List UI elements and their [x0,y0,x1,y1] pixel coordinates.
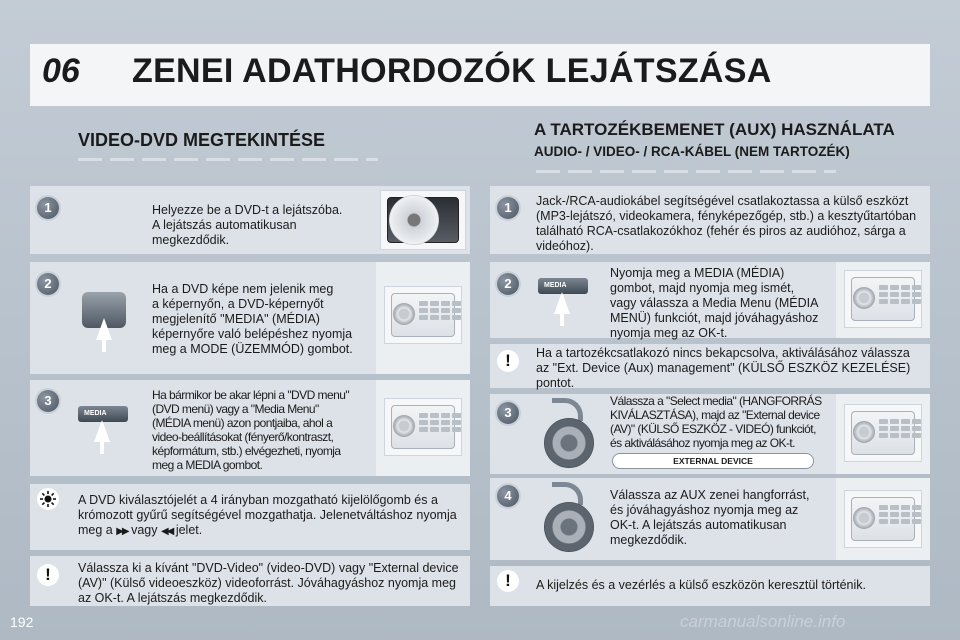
back-icon: ◀◀ [160,526,173,537]
left-step-1-text: Helyezze be a DVD-t a lejátszóba. A lejátszás automatikusan megkezdődik. [152,203,343,247]
head-unit-image [844,270,922,328]
control-wheel-icon [544,502,594,552]
right-section-subheading: AUDIO- / VIDEO- / RCA-KÁBEL (NEM TARTOZÉK) [534,144,850,159]
left-step-2-text: Ha a DVD képe nem jelenik meg a képernyőn, a DVD-képernyőt megjelenítő "MEDIA" (MÉDIA) képernyőre való belépéshez nyomja meg a MODE (ÜZEMMÓD) gombot. [152,282,353,356]
right-step-1-text: Jack-/RCA-audiokábel segítségével csatlakoztassa a külső eszközt (MP3-lejátszó, videokamera, fényképezőgép, stb.) a kesztyűtartóban található RCA-csatlakozókhoz (fehér és piros az audióhoz, sárga a videóhoz). [536,194,917,253]
step-number-badge: 2 [37,273,59,295]
disc-icon [389,195,439,245]
right-warning-text: A kijelzés és a vezérlés a külső eszközön keresztül történik. [536,578,867,592]
knob-icon [393,415,415,437]
step-number-badge: 1 [37,197,59,219]
arrow-stem [560,310,564,326]
head-unit-image [844,490,922,548]
right-section-heading: A TARTOZÉKBEMENET (AUX) HASZNÁLATA [534,120,895,139]
head-unit-image [384,286,462,344]
right-divider [536,170,836,173]
left-section-heading: VIDEO-DVD MEGTEKINTÉSE [78,130,326,150]
right-step-2-text: Nyomja meg a MEDIA (MÉDIA) gombot, majd nyomja meg ismét, vagy válassza a Media Menu (MÉDIA MENÜ) funkciót, majd jóváhagyáshoz nyomja meg az OK-t. [610,266,819,340]
tip-text [78,493,468,539]
knob-icon [853,421,875,443]
warning-icon: ! [497,350,519,372]
left-step-3-text: Ha bármikor be akar lépni a "DVD menu" (DVD menü) vagy a "Media Menu" (MÉDIA menü) azon pontjaiba, ahol a video-beállításokat (fényerő/kontraszt, képformátum, stb.) elvégezheti, nyomja meg a MEDIA gombot. [152,388,350,472]
keypad-icon [419,413,461,432]
step-number-badge: 3 [37,390,59,412]
tip-text-before: A DVD kiválasztójelét a 4 irányban mozgatható kijelölőgomb és a krómozott gyűrű segítségével mozgathatja. Jelenetváltáshoz nyomja meg a [78,493,457,537]
knob-icon [853,287,875,309]
chapter-number: 06 [42,52,80,90]
control-wheel-icon [544,418,594,468]
dvd-player-image [380,190,466,250]
right-note-text: Ha a tartozékcsatlakozó nincs bekapcsolva, aktiválásához válassza az "Ext. Device (Aux) management" (KÜLSŐ ESZKÖZ KEZELÉSE) pontot. [536,346,911,390]
arrow-stem [100,438,104,454]
keypad-icon [879,419,921,438]
head-unit-image [844,404,922,462]
sun-icon [37,488,59,510]
knob-icon [393,303,415,325]
keypad-icon [879,505,921,524]
right-section-header [490,108,930,178]
media-button-icon: MEDIA [538,278,588,294]
tip-text-after: jelet. [172,523,203,537]
watermark: carmanualsonline.info [680,612,846,631]
step-number-badge: 1 [497,197,519,219]
external-device-label: EXTERNAL DEVICE [612,453,814,469]
chapter-title: ZENEI ADATHORDOZÓK LEJÁTSZÁSA [132,52,772,90]
step-number-badge: 3 [497,402,519,424]
warning-icon: ! [497,570,519,592]
step-number-badge: 4 [497,485,519,507]
page-number: 192 [10,614,34,630]
tip-text-middle: vagy [127,523,161,537]
warning-icon: ! [37,564,59,586]
right-step-3-text: Válassza a "Select media" (HANGFORRÁS KIVÁLASZTÁSA), majd az "External device (AV)" (KÜLSŐ ESZKÖZ - VIDEÓ) funkciót, és aktiválásához nyomja meg az OK-t. [610,394,822,450]
step-number-badge: 2 [497,273,519,295]
arrow-stem [102,336,106,352]
right-step-4-text: Válassza az AUX zenei hangforrást, és jóváhagyáshoz nyomja meg az OK-t. A lejátszás automatikusan megkezdődik. [610,488,810,547]
media-button-icon: MEDIA [78,406,128,422]
left-section-header [30,108,470,178]
forward-icon: ▶▶ [116,526,128,537]
head-unit-image [384,398,462,456]
keypad-icon [879,285,921,304]
keypad-icon [419,301,461,320]
knob-icon [853,507,875,529]
left-divider [78,158,378,161]
left-warning-text: Válassza ki a kívánt "DVD-Video" (video-DVD) vagy "External device (AV)" (Külső videoeszköz) videoforrást. Jóváhagyáshoz nyomja meg az OK-t. A lejátszás megkezdődik. [78,561,459,605]
